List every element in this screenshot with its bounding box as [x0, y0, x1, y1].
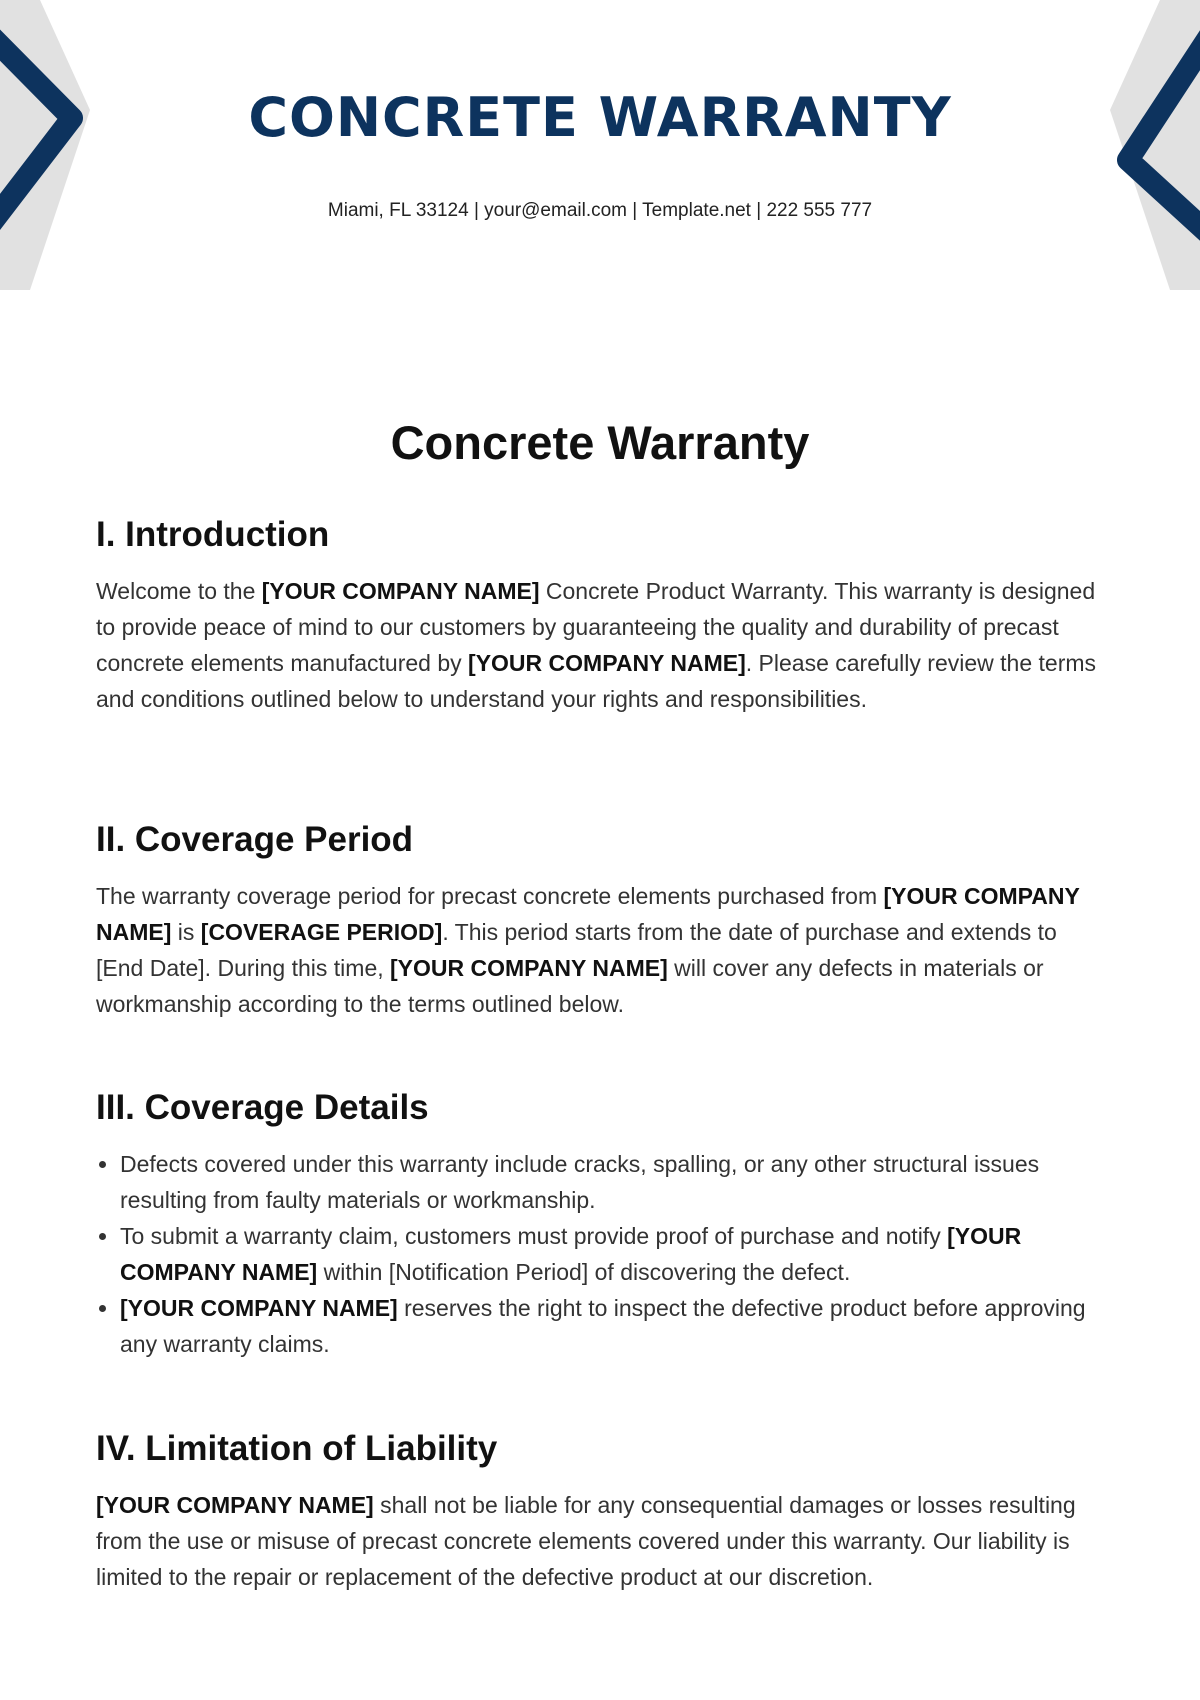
placeholder-text: [YOUR COMPANY NAME] — [96, 1492, 374, 1518]
contact-info: Miami, FL 33124 | your@email.com | Template.net | 222 555 777 — [327, 200, 873, 221]
section-coverage-details — [96, 1088, 1096, 1362]
body-text: Welcome to the — [96, 578, 262, 604]
body-text: . This period starts from the date of purchase and extends to [End Date]. During this time, — [96, 919, 1057, 981]
placeholder-text: [YOUR COMPANY NAME] — [390, 955, 668, 981]
bullet-list — [96, 1146, 1096, 1362]
placeholder-text: [YOUR COMPANY NAME] — [120, 1223, 1022, 1285]
section-paragraph — [96, 878, 1096, 1022]
section-limitation-of-liability — [96, 1429, 1096, 1595]
body-text: Defects covered under this warranty include cracks, spalling, or any other structural issues resulting from faulty materials or workmanship. — [120, 1151, 1040, 1213]
corner-decoration-left — [0, 0, 110, 300]
placeholder-text: [YOUR COMPANY NAME] — [96, 883, 1080, 945]
list-item — [120, 1146, 1096, 1218]
body-text: will cover any defects in materials or workmanship according to the terms outlined below. — [96, 955, 1044, 1017]
section-heading: II. Coverage Period — [96, 820, 414, 859]
body-text: shall not be liable for any consequential damages or losses resulting from the use or misuse of precast concrete elements covered under this warranty. Our liability is limited to the repair or replacement of the defective product at our discretion. — [96, 1492, 1076, 1590]
body-text: The warranty coverage period for precast concrete elements purchased from — [96, 883, 884, 909]
placeholder-text: [COVERAGE PERIOD] — [200, 919, 443, 945]
body-text: is — [171, 919, 201, 945]
placeholder-text: [YOUR COMPANY NAME] — [468, 650, 746, 676]
section-heading: I. Introduction — [96, 515, 330, 554]
document-title: Concrete Warranty — [390, 416, 810, 469]
section-heading: IV. Limitation of Liability — [96, 1429, 498, 1468]
corner-decoration-right — [1090, 0, 1200, 300]
body-text: within [Notification Period] of discovering the defect. — [317, 1259, 851, 1285]
section-heading: III. Coverage Details — [96, 1088, 429, 1127]
section-paragraph — [96, 573, 1096, 717]
body-text: reserves the right to inspect the defective product before approving any warranty claims. — [120, 1295, 1086, 1357]
section-paragraph — [96, 1487, 1096, 1595]
body-text: . Please carefully review the terms and conditions outlined below to understand your rights and responsibilities. — [96, 650, 1097, 712]
placeholder-text: [YOUR COMPANY NAME] — [261, 578, 540, 604]
list-item — [120, 1218, 1096, 1290]
section-introduction — [96, 515, 1096, 717]
placeholder-text: [YOUR COMPANY NAME] — [120, 1295, 398, 1321]
section-coverage-period — [96, 820, 1096, 1022]
body-text: Concrete Product Warranty. This warranty is designed to provide peace of mind to our customers by guaranteeing the quality and durability of precast concrete elements manufactured by — [96, 578, 1096, 676]
body-text: To submit a warranty claim, customers must provide proof of purchase and notify — [120, 1223, 948, 1249]
list-item — [120, 1290, 1096, 1362]
header-title: CONCRETE WARRANTY — [248, 86, 952, 149]
